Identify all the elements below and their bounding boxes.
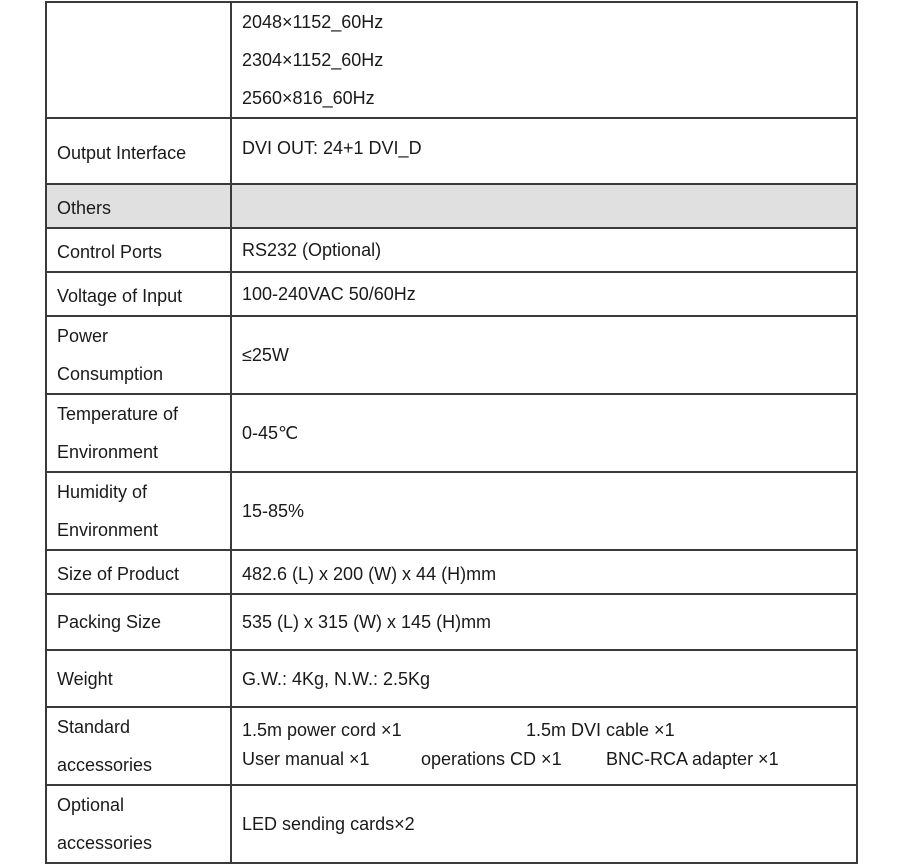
table-row-resolutions (46, 2, 857, 118)
row-value: DVI OUT: 24+1 DVI_D (231, 118, 857, 184)
table-row-packing-size (46, 594, 857, 650)
accessory-item: operations CD ×1 (421, 749, 562, 769)
row-label: Optional accessories (46, 785, 231, 863)
row-value: 535 (L) x 315 (W) x 145 (H)mm (231, 594, 857, 650)
row-label: Size of Product (46, 550, 231, 594)
row-value-resolutions (231, 2, 857, 118)
table-row-product-size (46, 550, 857, 594)
accessory-item: 1.5m power cord ×1 (242, 720, 402, 740)
row-label: Control Ports (46, 228, 231, 272)
table-row-weight (46, 650, 857, 707)
section-title: Others (46, 184, 231, 228)
section-header-others (46, 184, 857, 228)
row-label: Output Interface (46, 118, 231, 184)
spec-table (45, 1, 858, 864)
table-row-standard-accessories (46, 707, 857, 785)
section-empty-cell (231, 184, 857, 228)
row-label: Temperature of Environment (46, 394, 231, 472)
table-row-control-ports (46, 228, 857, 272)
accessory-item: BNC-RCA adapter ×1 (606, 749, 779, 769)
row-label: Voltage of Input (46, 272, 231, 316)
row-value: RS232 (Optional) (231, 228, 857, 272)
accessory-item: User manual ×1 (242, 749, 370, 769)
row-label: Humidity of Environment (46, 472, 231, 550)
row-value: 0-45℃ (231, 394, 857, 472)
accessory-row-1 (242, 716, 856, 745)
row-label: Packing Size (46, 594, 231, 650)
row-value: 15-85% (231, 472, 857, 550)
row-value: LED sending cards×2 (231, 785, 857, 863)
resolution-2: 2304×1152_60Hz (242, 50, 384, 70)
row-value: ≤25W (231, 316, 857, 394)
row-label: Weight (46, 650, 231, 707)
table-row-voltage (46, 272, 857, 316)
row-label: Standard accessories (46, 707, 231, 785)
table-row-output-interface (46, 118, 857, 184)
table-row-power (46, 316, 857, 394)
row-label-empty (46, 2, 231, 118)
resolution-1: 2048×1152_60Hz (242, 12, 384, 32)
table-row-optional-accessories (46, 785, 857, 863)
row-label: Power Consumption (46, 316, 231, 394)
row-value: 482.6 (L) x 200 (W) x 44 (H)mm (231, 550, 857, 594)
row-value: G.W.: 4Kg, N.W.: 2.5Kg (231, 650, 857, 707)
table-row-humidity (46, 472, 857, 550)
row-value-accessories (231, 707, 857, 785)
table-row-temperature (46, 394, 857, 472)
accessory-item: 1.5m DVI cable ×1 (526, 720, 675, 740)
resolution-3: 2560×816_60Hz (242, 88, 375, 108)
row-value: 100-240VAC 50/60Hz (231, 272, 857, 316)
accessory-row-2 (242, 745, 856, 774)
